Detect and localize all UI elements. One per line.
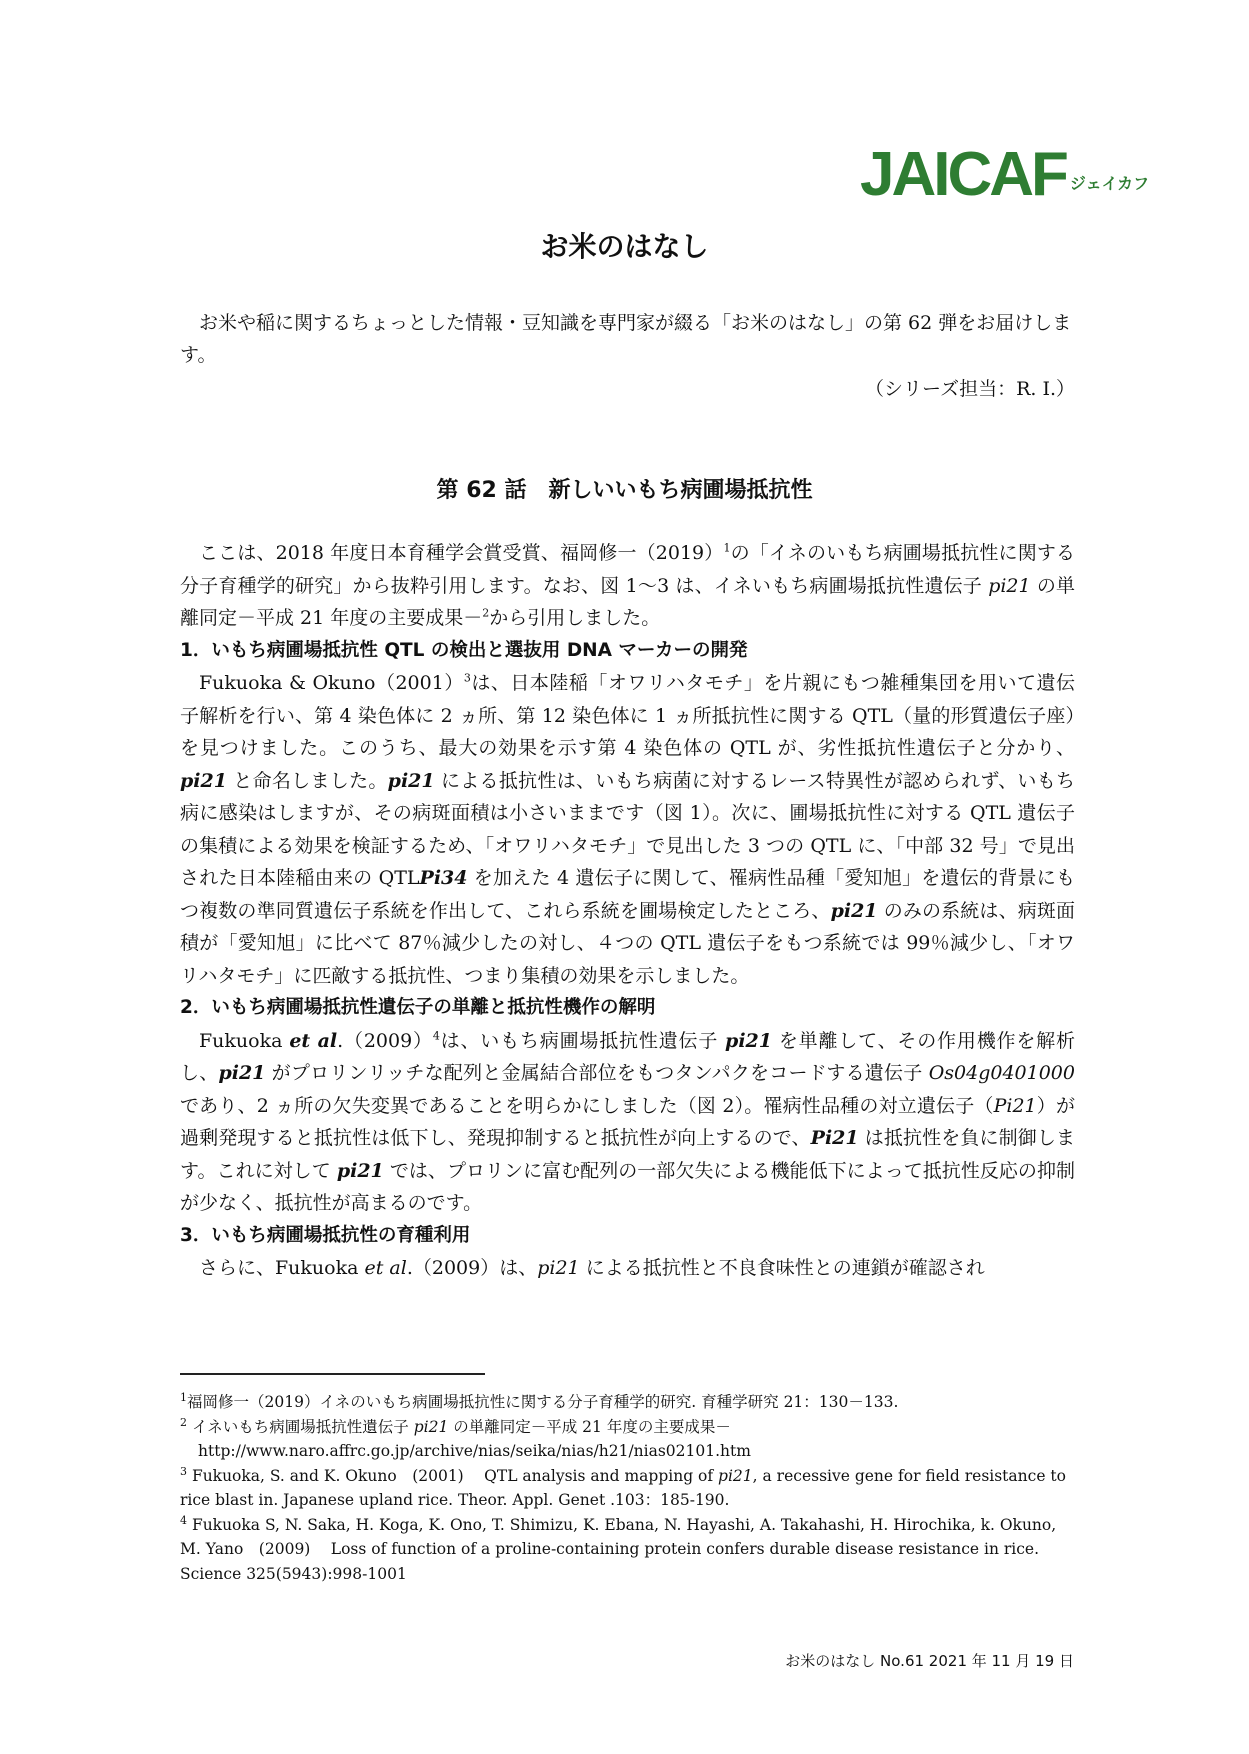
gene-name: pi21: [537, 1257, 580, 1279]
gene-name: pi21: [336, 1159, 384, 1182]
intro-text: お米や稲に関するちょっとした情報・豆知識を専門家が綴る「お米のはなし」の第 62 弾をお届けします。: [180, 312, 1072, 366]
section-heading-2: 2．いもち病圃場抵抗性遺伝子の単離と抵抗性機作の解明: [180, 997, 656, 1018]
gene-name: pi21: [830, 899, 878, 922]
page-footer: お米のはなし No.61 2021 年 11 月 19 日: [785, 1652, 1074, 1670]
series-credit: （シリーズ担当：R. I.）: [865, 378, 1075, 400]
intro-paragraph: [180, 307, 1075, 371]
logo-sub-text: ジェイカフ: [1069, 174, 1150, 193]
footnote-2: $^2$ イネいもち病圃場抵抗性遺伝子 pi21 の単離同定－平成 21 年度の主要成果－: [180, 1415, 731, 1436]
section-heading-1: 1．いもち病圃場抵抗性 QTL の検出と選抜用 DNA マーカーの開発: [180, 639, 748, 661]
footnote-4: $^4$ Fukuoka S, N. Saka, H. Koga, K. Ono, T. Shimizu, K. Ebana, N. Hayashi, A. Takahashi, H. Hirochika, k. Okuno, M. Yano (2009) Loss of function of a proline-containing protein confers durable disease resistance in rice. Science 325(5943):998-1001: [180, 1513, 1057, 1583]
article-body: [180, 537, 1075, 1285]
gene-name: Pi34: [419, 867, 468, 889]
footnotes: [180, 1390, 1075, 1586]
footnote-divider: [180, 1373, 485, 1375]
gene-name: Pi21: [993, 1094, 1037, 1117]
page-title: お米のはなし: [540, 230, 709, 263]
footnote-3: $^3$ Fukuoka, S. and K. Okuno (2001) QTL analysis and mapping of pi21, a recessive gene for field resistance to rice blast in. Japanese upland rice. Theor. Appl. Genet .103：185-190.: [180, 1464, 1066, 1509]
gene-name: pi21: [218, 1062, 266, 1084]
gene-name: pi21: [988, 574, 1031, 597]
paragraph-intro: ここは、2018 年度日本育種学会賞受賞、福岡修一$(2019)^1$の「イネのいもち病圃場抵抗性に関する分子育種学的研究」から抜粋引用します。なお、図 1〜3 は、イネいもち病圃場抵抗性遺伝子 pi21 の単離同定－平成 21 年度の主要成果－$^2$から引用しました。: [180, 541, 1076, 629]
paragraph-section-3: さらに、Fukuoka et al.（2009）は、pi21 による抵抗性と不良食味性との連鎖が確認され: [199, 1257, 985, 1279]
gene-name: pi21: [180, 769, 227, 792]
section-heading-3: 3．いもち病圃場抵抗性の育種利用: [180, 1224, 471, 1246]
footnote-ref-4[interactable]: 4: [432, 1029, 440, 1043]
footnote-ref-2[interactable]: 2: [482, 606, 490, 620]
gene-name: pi21: [725, 1029, 772, 1052]
jaicaf-logo: [860, 134, 1150, 209]
logo-main-text: JAICAF: [860, 140, 1066, 209]
gene-name: pi21: [387, 769, 435, 792]
footnote-1: $^1$福岡修一（2019）イネのいもち病圃場抵抗性に関する分子育種学的研究. 育種学研究 21：130－133.: [180, 1390, 899, 1411]
paragraph-section-2: Fukuoka et $al.(2009)^4$は、いもち病圃場抵抗性遺伝子 pi21 を単離して、その作用機作を解析し、pi21 がプロリンリッチな配列と金属結合部位をもつタンパクをコードする遺伝子 Os04g0401000 であり、2 ヵ所の欠失変異であることを明らかにしました（図 2）。罹病性品種の対立遺伝子（Pi21）が過剰発現すると抵抗性は低下し、発現抑制すると抵抗性が向上するので、Pi21 は抵抗性を負に制御します。これに対して pi21 では、プロリンに富む配列の一部欠失による機能低下によって抵抗性反応の抑制が少なく、抵抗性が高まるのです。: [180, 1029, 1075, 1214]
footnote-ref-3[interactable]: 3: [463, 671, 471, 685]
gene-id: Os04g0401000: [928, 1062, 1075, 1084]
footnote-2-url[interactable]: http://www.naro.affrc.go.jp/archive/nias/seika/nias/h21/nias02101.htm: [198, 1442, 751, 1460]
chapter-title: 第 62 話 新しいいもち病圃場抵抗性: [436, 478, 813, 503]
footnote-ref-1[interactable]: 1: [723, 541, 731, 555]
paragraph-section-1: Fukuoka & $Okuno(2001)^3$は、日本陸稲「オワリハタモチ」を片親にもつ雑種集団を用いて遺伝子解析を行い、第 4 染色体に 2 ヵ所、第 12 染色体に 1 ヵ所抵抗性に関する QTL（量的形質遺伝子座）を見つけました。このうち、最大の効果を示す第 4 染色体の QTL が、劣性抵抗性遺伝子と分かり、pi21 と命名しました。pi21 による抵抗性は、いもち病菌に対するレース特異性が認められず、いもち病に感染はしますが、その病斑面積は小さいままです（図 1）。次に、圃場抵抗性に対する QTL 遺伝子の集積による効果を検証するため、「オワリハタモチ」で見出した 3 つの QTL に、「中部 32 号」で見出された日本陸稲由来の QTLPi34 を加えた 4 遺伝子に関して、罹病性品種「愛知旭」を遺伝的背景にもつ複数の準同質遺伝子系統を作出して、これら系統を圃場検定したところ、pi21 のみの系統は、病斑面積が「愛知旭」に比べて 87％減少したの対し、４つの QTL 遺伝子をもつ系統では 99％減少し、「オワリハタモチ」に匹敵する抵抗性、つまり集積の効果を示しました。: [180, 671, 1076, 987]
gene-name: Pi21: [810, 1127, 859, 1149]
